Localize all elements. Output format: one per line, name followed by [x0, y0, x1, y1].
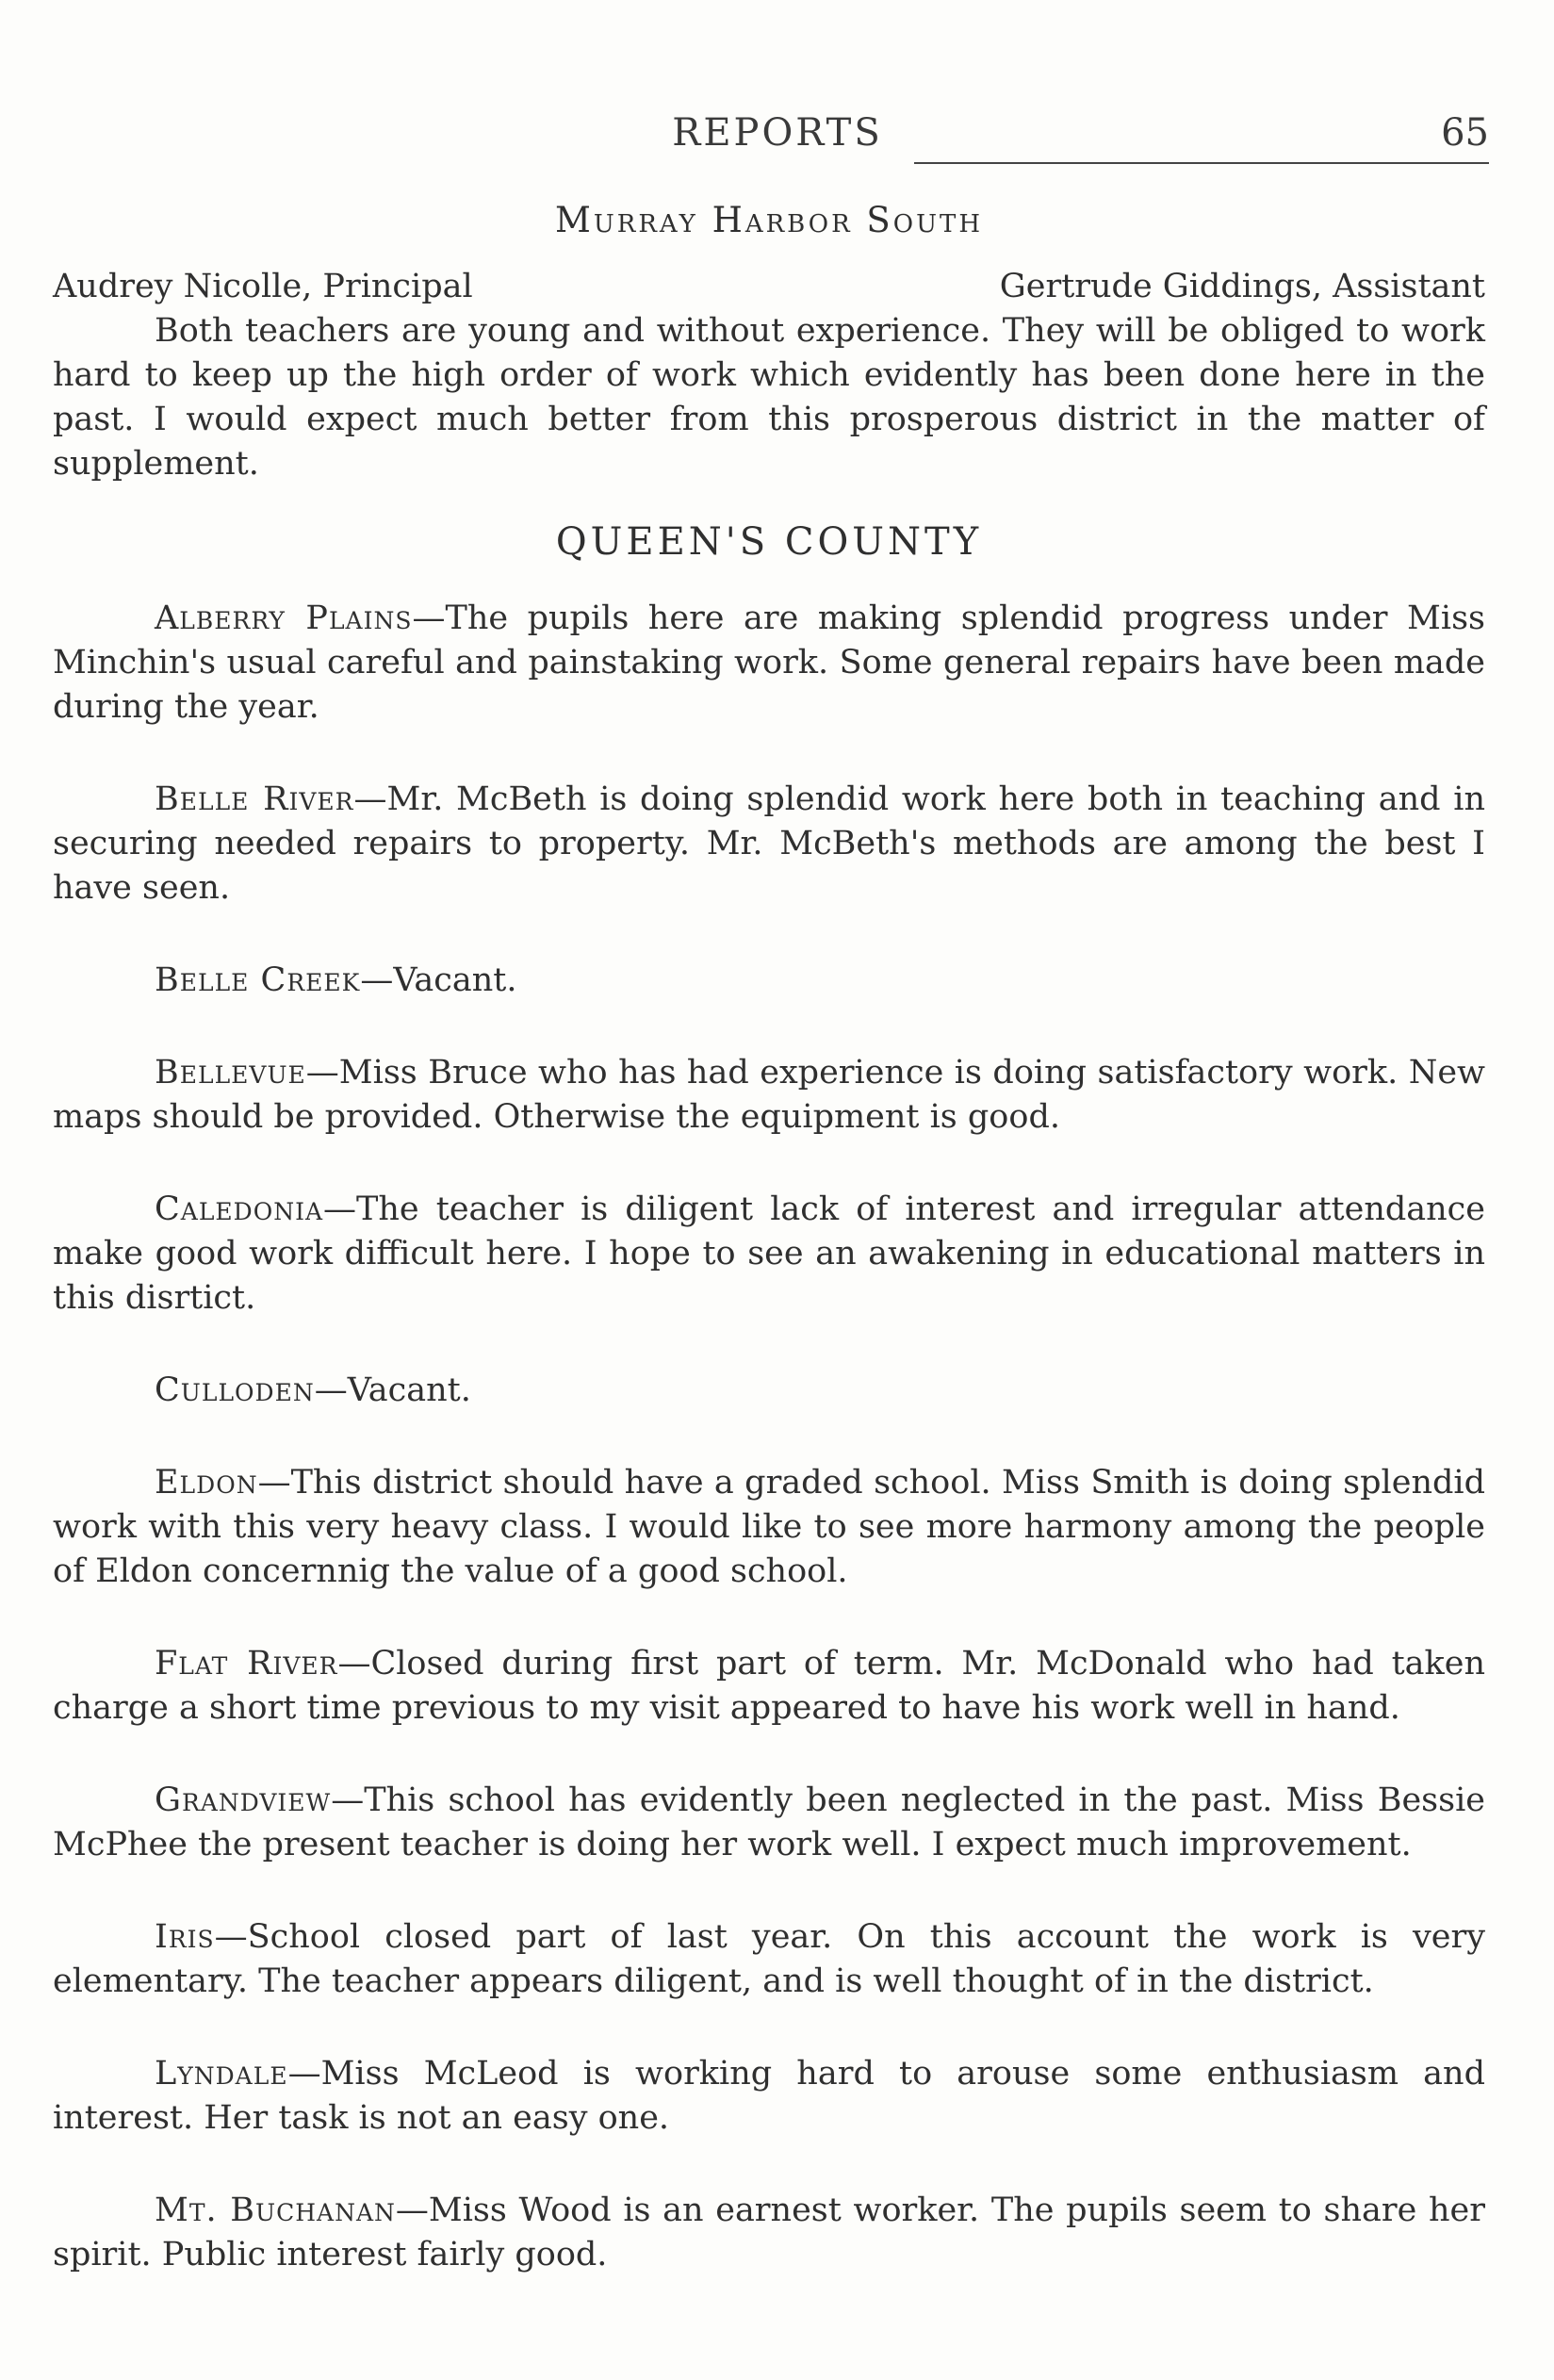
school-report: —Vacant. — [360, 961, 517, 999]
school-entry — [53, 1188, 1485, 1321]
school-name: Grandview — [155, 1781, 332, 1819]
school-name: Lyndale — [155, 2055, 288, 2093]
school-name: Caledonia — [155, 1190, 324, 1228]
school-report: —Vacant. — [314, 1371, 471, 1409]
school-entry — [53, 778, 1485, 911]
school-report: —Mr. McBeth is doing splendid work here both in teaching and in securing needed repairs to property. Mr. McBeth's methods are among the best I have seen. — [53, 780, 1486, 907]
page-header — [66, 111, 1489, 168]
school-report: —Closed during first part of term. Mr. McDonald who had taken charge a short time previous to my visit appeared to have his work well in hand. — [53, 1645, 1485, 1727]
school-name: Mt. Buchanan — [155, 2191, 396, 2229]
school-entry — [53, 1461, 1485, 1594]
school-report: —The teacher is diligent lack of interest and irregular attendance make good work difficult here. I hope to see an awakening in educational matters in this disrtict. — [53, 1190, 1485, 1317]
school-name: Bellevue — [155, 1054, 306, 1092]
school-entry — [53, 2052, 1485, 2141]
staff-line — [53, 265, 1485, 309]
running-head: REPORTS — [672, 111, 883, 155]
page-number: 65 — [1441, 111, 1489, 155]
school-entry — [53, 959, 1485, 1003]
school-name: Alberry Plains — [155, 599, 413, 637]
school-name: Eldon — [155, 1464, 258, 1502]
assistant-name: Gertrude Giddings, Assistant — [999, 268, 1485, 305]
district-report: Both teachers are young and without experience. They will be obliged to work hard to keep up the high order of work which evidently has been done here in the past. I would expect much better from this prosperous district in the matter of supplement. — [53, 312, 1485, 483]
county-title: QUEEN'S COUNTY — [555, 520, 983, 564]
school-entry — [53, 1915, 1485, 2004]
school-name: Iris — [155, 1918, 215, 1956]
school-name: Belle River — [155, 780, 354, 818]
district-title: Murray Harbor South — [554, 200, 984, 240]
header-rule — [914, 162, 1489, 164]
school-report: —This district should have a graded school. Miss Smith is doing splendid work with this very heavy class. I would like to see more harmony among the people of Eldon concernnig the value of a good school. — [53, 1464, 1485, 1590]
school-entry — [53, 2189, 1485, 2277]
school-report: —School closed part of last year. On this account the work is very elementary. The teacher appears diligent, and is well thought of in the district. — [53, 1918, 1485, 2000]
school-entry — [53, 1642, 1485, 1731]
school-name: Belle Creek — [155, 961, 361, 999]
school-report: —The pupils here are making splendid progress under Miss Minchin's usual careful and painstaking work. Some general repairs have been made during the year. — [53, 599, 1485, 726]
principal-name: Audrey Nicolle, Principal — [53, 268, 473, 305]
school-name: Flat River — [155, 1645, 338, 1682]
school-name: Culloden — [155, 1371, 315, 1409]
school-report: —This school has evidently been neglected in the past. Miss Bessie McPhee the present teacher is doing her work well. I expect much improvement. — [53, 1781, 1485, 1863]
school-entry — [53, 1779, 1485, 1867]
school-entry — [53, 1051, 1485, 1140]
school-report: —Miss McLeod is working hard to arouse some enthusiasm and interest. Her task is not an easy one. — [53, 2055, 1485, 2137]
report-body — [53, 198, 1485, 2325]
school-entry — [53, 597, 1485, 730]
school-entry — [53, 1369, 1485, 1413]
school-report: —Miss Bruce who has had experience is doing satisfactory work. New maps should be provided. Otherwise the equipment is good. — [53, 1054, 1485, 1136]
school-report: —Miss Wood is an earnest worker. The pupils seem to share her spirit. Public interest fairly good. — [53, 2191, 1486, 2273]
